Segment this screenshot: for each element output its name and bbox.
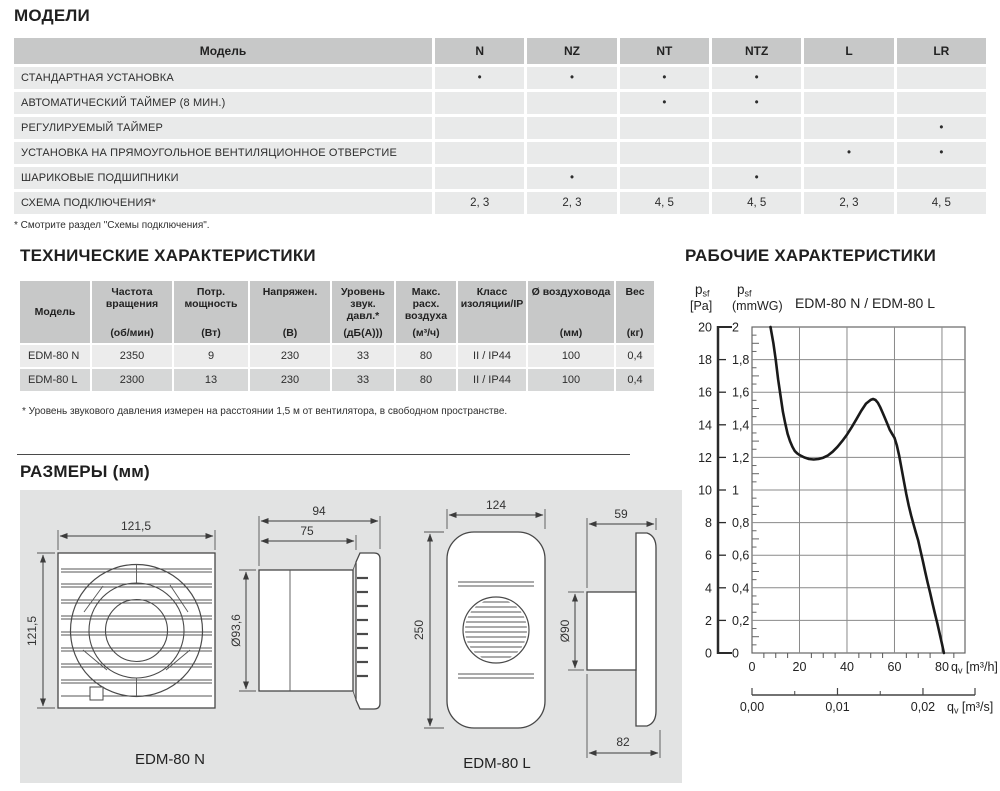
x-tick-label: 80 xyxy=(935,660,949,674)
feature-value xyxy=(804,67,893,89)
x-axis-unit-label: $q_v$ [m³/h] xyxy=(951,660,998,676)
y-axis-pa-symbol: psf xyxy=(695,282,710,299)
tech-header-col xyxy=(92,281,172,343)
pa-tick-label: 18 xyxy=(698,353,712,368)
feature-value xyxy=(527,142,616,164)
models-header-NTZ: NTZ xyxy=(712,38,801,64)
feature-value: 2, 3 xyxy=(435,192,524,214)
tech-footnote: * Уровень звукового давления измерен на расстоянии 1,5 м от вентилятора, в свободном пространстве. xyxy=(22,406,508,417)
y-axis-mmwg-symbol: psf xyxy=(737,282,752,299)
edm80l-side-view xyxy=(558,507,660,758)
edm80n-label: EDM-80 N xyxy=(134,751,206,768)
performance-section-title: РАБОЧИЕ ХАРАКТЕРИСТИКИ xyxy=(685,246,937,265)
feature-value xyxy=(804,167,893,189)
dim-l-width: 124 xyxy=(485,498,507,512)
feature-value: • xyxy=(712,67,801,89)
feature-value xyxy=(897,92,986,114)
tech-cell: 230 xyxy=(250,345,330,367)
feature-label: АВТОМАТИЧЕСКИЙ ТАЙМЕР (8 МИН.) xyxy=(14,92,432,114)
tech-header-unit: (В) xyxy=(282,326,298,339)
tech-header-name: Вес xyxy=(625,286,645,298)
tech-row-model: EDM-80 N xyxy=(20,345,90,367)
tech-cell: 80 xyxy=(396,369,456,391)
dim-n-depth-total: 94 xyxy=(312,504,326,518)
tech-header-model: Модель xyxy=(20,281,90,343)
x-tick-label: 20 xyxy=(792,660,807,674)
pa-tick-label: 2 xyxy=(705,613,712,628)
secondary-tick-label: 0,00 xyxy=(739,700,765,714)
feature-label: ШАРИКОВЫЕ ПОДШИПНИКИ xyxy=(14,167,432,189)
tech-header-col xyxy=(458,281,526,343)
tech-header-name: Ø воздуховода xyxy=(531,286,611,298)
tech-header-col xyxy=(528,281,614,343)
feature-value: • xyxy=(712,167,801,189)
feature-value: 2, 3 xyxy=(527,192,616,214)
feature-value: • xyxy=(897,142,986,164)
tech-header-col xyxy=(174,281,248,343)
performance-chart-area xyxy=(685,278,1000,723)
models-header-model: Модель xyxy=(14,38,432,64)
feature-value xyxy=(620,167,709,189)
tech-section-title: ТЕХНИЧЕСКИЕ ХАРАКТЕРИСТИКИ xyxy=(20,246,316,265)
edm80n-side-view xyxy=(229,504,380,709)
tech-header-unit: (м³/ч) xyxy=(412,326,440,339)
feature-value xyxy=(712,117,801,139)
tech-header-name: Уровень звук. давл.* xyxy=(341,286,385,323)
pa-tick-label: 16 xyxy=(698,385,712,400)
tech-table xyxy=(20,281,654,391)
tech-cell: II / IP44 xyxy=(458,369,526,391)
mmwg-tick-label: 0,8 xyxy=(732,516,750,531)
feature-value xyxy=(620,142,709,164)
tech-header-name: Напряжен. xyxy=(262,286,318,298)
feature-value: 4, 5 xyxy=(620,192,709,214)
tech-header-unit: (мм) xyxy=(559,326,583,339)
dim-n-height: 121,5 xyxy=(25,615,39,647)
feature-value xyxy=(527,92,616,114)
feature-value: 2, 3 xyxy=(804,192,893,214)
tech-cell: 33 xyxy=(332,345,394,367)
feature-value xyxy=(804,92,893,114)
tech-cell: 33 xyxy=(332,369,394,391)
feature-value xyxy=(527,117,616,139)
pa-tick-label: 0 xyxy=(705,646,712,661)
pa-tick-label: 8 xyxy=(705,516,712,531)
mmwg-tick-label: 1,4 xyxy=(732,418,750,433)
secondary-tick-label: 0,01 xyxy=(825,700,850,714)
tech-header-name: Макс. расх. воздуха xyxy=(404,286,448,323)
feature-value: • xyxy=(620,67,709,89)
feature-value: 4, 5 xyxy=(897,192,986,214)
tech-header-unit: (дБ(А))) xyxy=(343,326,383,339)
feature-value xyxy=(897,167,986,189)
dimensions-section-title: РАЗМЕРЫ (мм) xyxy=(20,462,150,481)
tech-cell: 13 xyxy=(174,369,248,391)
feature-value xyxy=(620,117,709,139)
pa-tick-label: 4 xyxy=(705,581,712,596)
feature-value: • xyxy=(712,92,801,114)
tech-header-col xyxy=(616,281,654,343)
y-axis-mmwg-symbol-unit: (mmWG) xyxy=(732,299,783,313)
mmwg-tick-label: 0 xyxy=(732,646,739,661)
mmwg-tick-label: 0,6 xyxy=(732,548,750,563)
feature-value xyxy=(435,92,524,114)
dim-l-depth-total: 82 xyxy=(616,735,630,749)
models-table xyxy=(14,38,986,214)
tech-cell: 0,4 xyxy=(616,345,654,367)
dim-n-depth-duct: 75 xyxy=(300,524,314,538)
secondary-axis-unit-label: $q_v$ [m³/s] xyxy=(947,700,994,716)
mmwg-tick-label: 2 xyxy=(732,320,739,335)
tech-cell: II / IP44 xyxy=(458,345,526,367)
feature-label: СХЕМА ПОДКЛЮЧЕНИЯ* xyxy=(14,192,432,214)
mmwg-tick-label: 0,4 xyxy=(732,581,750,596)
x-tick-label: 40 xyxy=(840,660,854,674)
tech-cell: 100 xyxy=(528,369,614,391)
edm80n-front-view xyxy=(25,519,215,768)
feature-value xyxy=(435,167,524,189)
tech-cell: 9 xyxy=(174,345,248,367)
edm80l-label: EDM-80 L xyxy=(463,755,531,772)
feature-value: • xyxy=(527,167,616,189)
tech-header-unit: (Вт) xyxy=(201,326,221,339)
tech-header-name: Потр. мощность xyxy=(184,286,238,311)
feature-value: • xyxy=(897,117,986,139)
models-header-L: L xyxy=(804,38,893,64)
dim-n-duct-diameter: Ø93,6 xyxy=(229,614,243,647)
feature-value xyxy=(712,142,801,164)
models-footnote: * Смотрите раздел "Схемы подключения". xyxy=(14,220,210,231)
dim-l-duct-diameter: Ø90 xyxy=(558,619,572,643)
models-header-NT: NT xyxy=(620,38,709,64)
tech-header-col xyxy=(396,281,456,343)
pa-tick-label: 14 xyxy=(698,418,712,433)
dimensions-panel xyxy=(20,490,682,783)
x-tick-label: 60 xyxy=(887,660,902,674)
feature-value xyxy=(897,67,986,89)
section-divider xyxy=(17,454,630,455)
mmwg-tick-label: 1,6 xyxy=(732,385,750,400)
tech-header-col xyxy=(332,281,394,343)
feature-value xyxy=(435,142,524,164)
chart-title: EDM-80 N / EDM-80 L xyxy=(794,295,936,311)
tech-header-unit: (кг) xyxy=(626,326,644,339)
dim-l-height: 250 xyxy=(412,619,426,641)
tech-header-col xyxy=(250,281,330,343)
pa-tick-label: 20 xyxy=(698,320,712,335)
x-tick-label: 0 xyxy=(748,660,756,674)
dim-n-width: 121,5 xyxy=(120,519,152,533)
tech-header-name: Частота вращения xyxy=(105,286,159,311)
models-header-LR: LR xyxy=(897,38,986,64)
mmwg-tick-label: 1,8 xyxy=(732,353,750,368)
y-axis-pa-symbol-unit: [Pa] xyxy=(690,299,713,313)
models-header-N: N xyxy=(435,38,524,64)
pa-tick-label: 12 xyxy=(698,450,712,465)
secondary-tick-label: 0,02 xyxy=(910,700,936,714)
models-header-NZ: NZ xyxy=(527,38,616,64)
feature-value: • xyxy=(620,92,709,114)
mmwg-tick-label: 0,2 xyxy=(732,613,750,628)
feature-label: УСТАНОВКА НА ПРЯМОУГОЛЬНОЕ ВЕНТИЛЯЦИОННОЕ ОТВЕРСТИЕ xyxy=(14,142,432,164)
feature-value xyxy=(435,117,524,139)
tech-cell: 2350 xyxy=(92,345,172,367)
mmwg-tick-label: 1,2 xyxy=(732,450,750,465)
dim-l-depth: 59 xyxy=(614,507,628,521)
tech-row-model: EDM-80 L xyxy=(20,369,90,391)
feature-value: • xyxy=(804,142,893,164)
feature-value: • xyxy=(527,67,616,89)
tech-cell: 0,4 xyxy=(616,369,654,391)
tech-cell: 2300 xyxy=(92,369,172,391)
tech-header-name: Класс изоляции/IP xyxy=(460,286,524,311)
feature-label: РЕГУЛИРУЕМЫЙ ТАЙМЕР xyxy=(14,117,432,139)
tech-cell: 80 xyxy=(396,345,456,367)
feature-value xyxy=(804,117,893,139)
performance-chart xyxy=(685,278,1000,723)
models-section-title: МОДЕЛИ xyxy=(14,6,90,25)
tech-cell: 100 xyxy=(528,345,614,367)
pa-tick-label: 6 xyxy=(705,548,712,563)
feature-value: • xyxy=(435,67,524,89)
dimensions-drawing xyxy=(20,490,682,783)
pa-tick-label: 10 xyxy=(698,483,712,498)
feature-value: 4, 5 xyxy=(712,192,801,214)
feature-label: СТАНДАРТНАЯ УСТАНОВКА xyxy=(14,67,432,89)
tech-cell: 230 xyxy=(250,369,330,391)
mmwg-tick-label: 1 xyxy=(732,483,739,498)
edm80l-front-view xyxy=(412,498,545,772)
tech-header-unit: (об/мин) xyxy=(110,326,154,339)
